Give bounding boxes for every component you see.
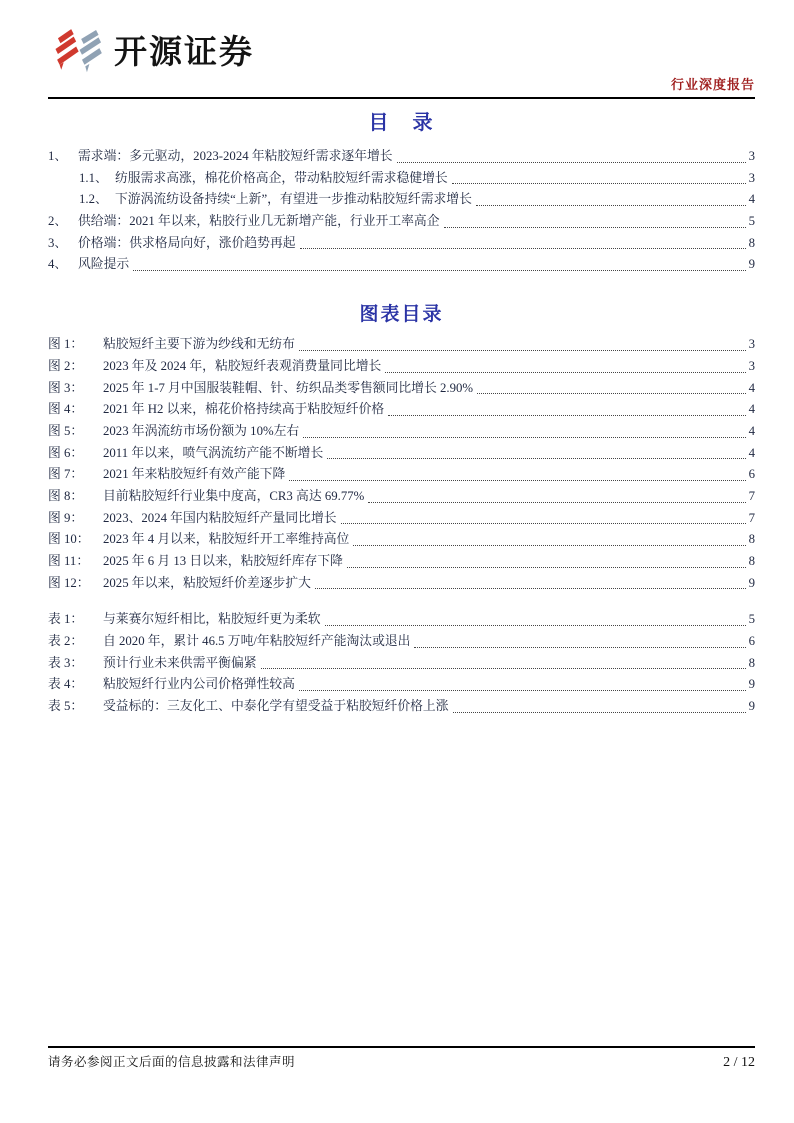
- dot-leader: [414, 647, 745, 648]
- entry-label: 图 9：: [48, 510, 84, 525]
- entry-text: 风险提示: [78, 257, 130, 272]
- entry-text: 2025 年以来，粘胶短纤价差逐步扩大: [103, 575, 311, 590]
- toc-entry[interactable]: [48, 631, 755, 653]
- toc-entry[interactable]: [48, 168, 755, 190]
- entry-text: 2023 年及 2024 年，粘胶短纤表观消费量同比增长: [103, 358, 382, 373]
- main-content: [48, 110, 755, 718]
- entry-label: 1、: [48, 149, 68, 163]
- dot-leader: [299, 350, 746, 351]
- entry-page-number: 5: [748, 612, 755, 627]
- entry-text: 下游涡流纺设备持续“上新”，有望进一步推动粘胶短纤需求增长: [115, 192, 472, 207]
- entry-text: 目前粘胶短纤行业集中度高，CR3 高达 69.77%: [103, 488, 365, 503]
- toc-entry[interactable]: [48, 486, 755, 508]
- dot-leader: [303, 437, 745, 438]
- entry-label: 图 8：: [48, 488, 84, 503]
- dot-leader: [327, 458, 745, 459]
- figure-list: [48, 334, 755, 594]
- entry-text: 2023 年 4 月以来，粘胶短纤开工率维持高位: [103, 532, 350, 547]
- entry-page-number: 4: [748, 445, 755, 460]
- entry-text: 2025 年 6 月 13 日以来，粘胶短纤库存下降: [103, 554, 343, 568]
- entry-label: 图 4：: [48, 402, 84, 417]
- dot-leader: [315, 588, 746, 589]
- entry-label: 1.2、: [79, 192, 108, 207]
- entry-text: 纺服需求高涨，棉花价格高企，带动粘胶短纤需求稳健增长: [115, 170, 448, 185]
- entry-label: 图 11：: [48, 554, 90, 568]
- entry-page-number: 4: [748, 423, 755, 438]
- entry-page-number: 6: [748, 634, 755, 649]
- dot-leader: [453, 712, 746, 713]
- entry-page-number: 3: [748, 149, 755, 163]
- brand-logo-icon: [48, 24, 106, 74]
- entry-label: 图 7：: [48, 467, 84, 482]
- dot-leader: [325, 625, 746, 626]
- toc-entry[interactable]: [48, 464, 755, 486]
- dot-leader: [341, 523, 746, 524]
- entry-page-number: 8: [748, 554, 755, 568]
- entry-page-number: 6: [748, 467, 755, 482]
- entry-label: 图 5：: [48, 423, 84, 438]
- toc-entry[interactable]: [48, 233, 755, 255]
- page-footer: [48, 1046, 755, 1071]
- entry-text: 与莱赛尔短纤相比，粘胶短纤更为柔软: [103, 612, 321, 627]
- dot-leader: [476, 205, 746, 206]
- toc-entry[interactable]: [48, 508, 755, 530]
- toc-entry[interactable]: [48, 254, 755, 276]
- entry-text: 受益标的：三友化工、中泰化学有望受益于粘胶短纤价格上涨: [103, 699, 449, 714]
- entry-text: 粘胶短纤主要下游为纱线和无纺布: [103, 337, 295, 352]
- toc-entry[interactable]: [48, 146, 755, 168]
- entry-text: 2023、2024 年国内粘胶短纤产量同比增长: [103, 510, 337, 525]
- entry-text: 供给端：2021 年以来，粘胶行业几无新增产能，行业开工率高企: [78, 214, 440, 229]
- entry-label: 图 2：: [48, 358, 84, 373]
- dot-leader: [397, 162, 746, 163]
- entry-text: 自 2020 年，累计 46.5 万吨/年粘胶短纤产能淘汰或退出: [103, 634, 411, 649]
- toc-entry[interactable]: [48, 334, 755, 356]
- entry-page-number: 8: [748, 532, 755, 547]
- entry-label: 表 2：: [48, 634, 84, 649]
- entry-page-number: 7: [748, 488, 755, 503]
- entry-page-number: 3: [748, 170, 755, 185]
- entry-page-number: 7: [748, 510, 755, 525]
- entry-label: 图 3：: [48, 380, 84, 395]
- entry-label: 1.1、: [79, 170, 108, 185]
- entry-text: 2011 年以来，喷气涡流纺产能不断增长: [103, 445, 324, 460]
- toc-entry[interactable]: [48, 551, 755, 573]
- entry-page-number: 3: [748, 358, 755, 373]
- toc-entry[interactable]: [48, 211, 755, 233]
- toc-entry[interactable]: [48, 529, 755, 551]
- entry-page-number: 9: [748, 575, 755, 590]
- entry-text: 2021 年 H2 以来，棉花价格持续高于粘胶短纤价格: [103, 402, 385, 417]
- toc-entry[interactable]: [48, 696, 755, 718]
- entry-page-number: 8: [748, 655, 755, 670]
- toc-title: 目 录: [368, 112, 435, 134]
- header-divider: [48, 97, 755, 99]
- toc-entry[interactable]: [48, 573, 755, 595]
- dot-leader: [385, 372, 745, 373]
- entry-label: 3、: [48, 235, 68, 250]
- dot-leader: [299, 690, 746, 691]
- footer-disclaimer: 请务必参阅正文后面的信息披露和法律声明: [48, 1055, 296, 1069]
- entry-label: 图 1：: [48, 337, 84, 352]
- toc-entry[interactable]: [48, 189, 755, 211]
- entry-label: 图 10：: [48, 532, 90, 547]
- dot-leader: [353, 545, 745, 546]
- entry-label: 表 3：: [48, 655, 84, 670]
- entry-text: 粘胶短纤行业内公司价格弹性较高: [103, 677, 295, 692]
- toc-entry[interactable]: [48, 378, 755, 400]
- dot-leader: [388, 415, 745, 416]
- table-list: [48, 609, 755, 717]
- entry-text: 预计行业未来供需平衡偏紧: [103, 655, 257, 670]
- toc-entry[interactable]: [48, 399, 755, 421]
- entry-label: 4、: [48, 257, 68, 272]
- entry-page-number: 5: [748, 214, 755, 229]
- entry-text: 2025 年 1-7 月中国服装鞋帽、针、纺织品类零售额同比增长 2.90%: [103, 380, 474, 395]
- dot-leader: [452, 183, 746, 184]
- toc-entry[interactable]: [48, 653, 755, 675]
- entry-text: 2023 年涡流纺市场份额为 10%左右: [103, 423, 300, 438]
- entry-page-number: 4: [748, 192, 755, 207]
- dot-leader: [347, 567, 746, 568]
- toc-entry[interactable]: [48, 356, 755, 378]
- entry-page-number: 8: [748, 235, 755, 250]
- entry-label: 表 1：: [48, 612, 84, 627]
- toc-list: [48, 146, 755, 276]
- dot-leader: [133, 270, 745, 271]
- brand-name: 开源证券: [114, 32, 254, 70]
- entry-text: 2021 年来粘胶短纤有效产能下降: [103, 467, 286, 482]
- dot-leader: [477, 393, 746, 394]
- brand: [48, 24, 254, 74]
- dot-leader: [368, 502, 745, 503]
- entry-page-number: 4: [748, 380, 755, 395]
- entry-label: 图 6：: [48, 445, 84, 460]
- report-type-label: 行业深度报告: [670, 77, 755, 92]
- toc-entry[interactable]: [48, 443, 755, 465]
- page-indicator: 2 / 12: [723, 1055, 755, 1070]
- entry-text: 价格端：供求格局向好，涨价趋势再起: [78, 235, 296, 250]
- dot-leader: [261, 668, 746, 669]
- entry-label: 2、: [48, 214, 68, 229]
- figures-toc-title: 图表目录: [359, 304, 444, 326]
- entry-label: 表 4：: [48, 677, 84, 692]
- toc-entry[interactable]: [48, 609, 755, 631]
- entry-page-number: 9: [748, 257, 755, 272]
- page-header: [48, 0, 755, 99]
- entry-page-number: 9: [748, 677, 755, 692]
- entry-text: 需求端：多元驱动，2023-2024 年粘胶短纤需求逐年增长: [78, 149, 393, 163]
- dot-leader: [289, 480, 745, 481]
- entry-page-number: 9: [748, 699, 755, 714]
- entry-page-number: 4: [748, 402, 755, 417]
- toc-entry[interactable]: [48, 421, 755, 443]
- entry-page-number: 3: [748, 337, 755, 352]
- entry-label: 图 12：: [48, 575, 90, 590]
- dot-leader: [300, 248, 746, 249]
- entry-label: 表 5：: [48, 699, 84, 714]
- dot-leader: [444, 227, 746, 228]
- toc-entry[interactable]: [48, 674, 755, 696]
